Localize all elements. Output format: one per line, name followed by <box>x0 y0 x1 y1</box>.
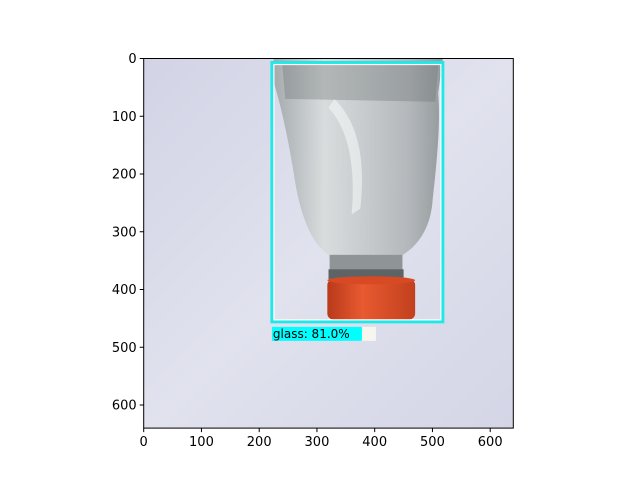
detection-label: glass: 81.0% <box>272 326 350 341</box>
y-tick-label: 500 <box>111 340 137 356</box>
bottle-cap <box>327 279 415 319</box>
x-axis <box>140 428 503 450</box>
bottle-shadow <box>282 64 438 102</box>
x-tick-label: 500 <box>420 435 445 451</box>
y-axis <box>112 52 144 414</box>
y-tick-label: 200 <box>111 167 137 183</box>
y-tick-label: 100 <box>111 109 137 125</box>
bottle-cap-top <box>327 276 415 284</box>
y-tick-label: 0 <box>128 52 137 67</box>
x-tick-label: 200 <box>246 435 272 451</box>
y-tick-label: 300 <box>111 225 137 241</box>
y-tick-label: 400 <box>111 283 137 298</box>
detection-label-tail <box>360 327 376 341</box>
x-tick-label: 400 <box>362 435 388 451</box>
y-tick-label: 600 <box>111 398 137 414</box>
x-tick-label: 300 <box>304 435 330 451</box>
plot-area <box>144 59 514 429</box>
x-tick-label: 600 <box>477 435 503 451</box>
x-tick-label: 100 <box>189 435 214 451</box>
x-tick-label: 0 <box>139 435 148 451</box>
